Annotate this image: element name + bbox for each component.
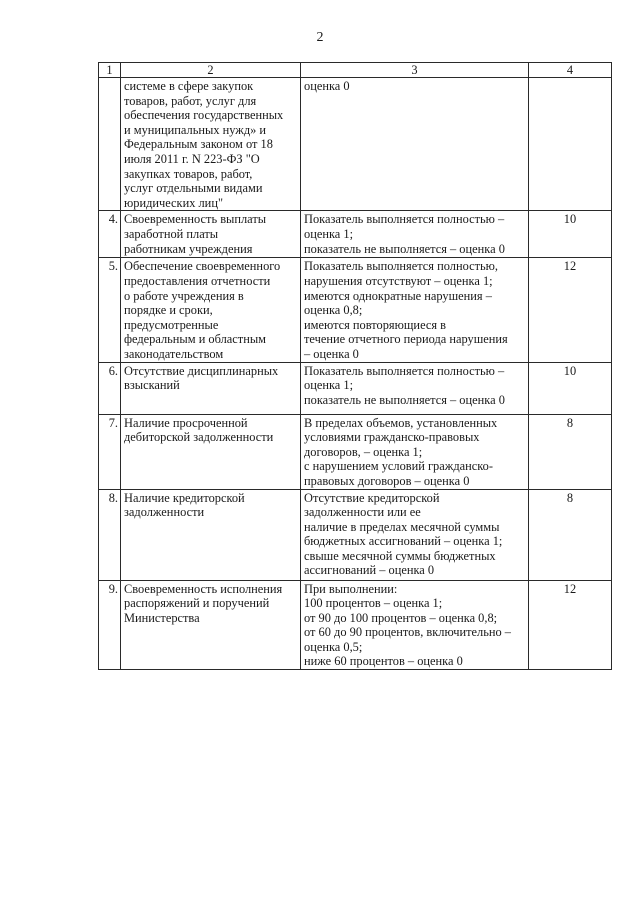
row-number: 7. bbox=[99, 414, 121, 489]
max-points bbox=[529, 78, 612, 211]
text-line: 100 процентов – оценка 1; bbox=[304, 596, 443, 611]
row-number: 5. bbox=[99, 258, 121, 362]
text-line: Наличие кредиторской bbox=[124, 490, 245, 505]
text-line: обеспечения государственных bbox=[124, 108, 284, 123]
text-line: ниже 60 процентов – оценка 0 bbox=[304, 654, 463, 669]
text-line: предусмотренные bbox=[124, 317, 219, 332]
table-row bbox=[99, 414, 612, 489]
text-line: Отсутствие кредиторской bbox=[304, 490, 440, 505]
text-line: дебиторской задолженности bbox=[124, 430, 274, 445]
indicator-name bbox=[121, 489, 301, 580]
text-line: предоставления отчетности bbox=[124, 273, 271, 288]
column-header: 2 bbox=[121, 63, 301, 78]
table-row bbox=[99, 258, 612, 362]
indicator-name bbox=[121, 78, 301, 211]
evaluation-criteria bbox=[301, 489, 529, 580]
text-line: наличие в пределах месячной суммы bbox=[304, 519, 500, 534]
text-line: При выполнении: bbox=[304, 581, 398, 596]
table-row bbox=[99, 78, 612, 211]
max-points: 8 bbox=[529, 414, 612, 489]
text-line: условиями гражданско-правовых bbox=[304, 430, 480, 445]
evaluation-criteria bbox=[301, 78, 529, 211]
text-line: задолженности bbox=[124, 505, 205, 520]
table-row bbox=[99, 211, 612, 258]
text-line: и муниципальных нужд» и bbox=[124, 122, 267, 137]
max-points: 10 bbox=[529, 362, 612, 414]
row-number: 8. bbox=[99, 489, 121, 580]
text-line: оценка 0,5; bbox=[304, 639, 363, 654]
text-line: бюджетных ассигнований – оценка 1; bbox=[304, 534, 503, 549]
evaluation-criteria bbox=[301, 258, 529, 362]
text-line: Показатель выполняется полностью – bbox=[304, 212, 505, 227]
evaluation-criteria bbox=[301, 362, 529, 414]
text-line: показатель не выполняется – оценка 0 bbox=[304, 241, 505, 256]
text-line: Показатель выполняется полностью – bbox=[304, 363, 505, 378]
criteria-table bbox=[98, 62, 612, 670]
text-line: показатель не выполняется – оценка 0 bbox=[304, 392, 505, 407]
indicator-name bbox=[121, 580, 301, 670]
text-line: Показатель выполняется полностью, bbox=[304, 259, 499, 274]
row-number: 9. bbox=[99, 580, 121, 670]
text-line: юридических лиц" bbox=[124, 195, 224, 210]
indicator-name bbox=[121, 211, 301, 258]
text-line: оценка 0,8; bbox=[304, 303, 363, 318]
table-header-row bbox=[99, 63, 612, 78]
indicator-name bbox=[121, 414, 301, 489]
text-line: задолженности или ее bbox=[304, 505, 421, 520]
indicator-name bbox=[121, 362, 301, 414]
column-header: 4 bbox=[529, 63, 612, 78]
table-row bbox=[99, 362, 612, 414]
text-line: системе в сфере закупок bbox=[124, 79, 254, 93]
text-line: законодательством bbox=[124, 346, 224, 361]
text-line: от 60 до 90 процентов, включительно – bbox=[304, 625, 511, 640]
text-line: Своевременность исполнения bbox=[124, 581, 283, 596]
column-header: 3 bbox=[301, 63, 529, 78]
text-line: услуг отдельными видами bbox=[124, 181, 263, 196]
max-points: 8 bbox=[529, 489, 612, 580]
page-number: 2 bbox=[316, 30, 324, 45]
evaluation-criteria bbox=[301, 580, 529, 670]
max-points: 10 bbox=[529, 211, 612, 258]
text-line: Своевременность выплаты bbox=[124, 212, 267, 227]
text-line: от 90 до 100 процентов – оценка 0,8; bbox=[304, 610, 498, 625]
indicator-name bbox=[121, 258, 301, 362]
text-line: договоров, – оценка 1; bbox=[304, 444, 423, 459]
text-line: закупках товаров, работ, bbox=[124, 166, 253, 181]
column-header: 1 bbox=[99, 63, 121, 78]
text-line: порядке и сроки, bbox=[124, 303, 213, 318]
text-line: правовых договоров – оценка 0 bbox=[304, 473, 470, 488]
table-row bbox=[99, 580, 612, 670]
text-line: июля 2011 г. N 223-ФЗ "О bbox=[124, 151, 260, 166]
text-line: оценка 1; bbox=[304, 226, 354, 241]
text-line: товаров, работ, услуг для bbox=[124, 93, 257, 108]
text-line: федеральным и областным bbox=[124, 332, 267, 347]
text-line: оценка 1; bbox=[304, 378, 354, 393]
max-points: 12 bbox=[529, 258, 612, 362]
text-line: имеются повторяющиеся в bbox=[304, 317, 447, 332]
text-line: Наличие просроченной bbox=[124, 415, 248, 430]
text-line: нарушения отсутствуют – оценка 1; bbox=[304, 273, 493, 288]
evaluation-criteria bbox=[301, 211, 529, 258]
text-line: Отсутствие дисциплинарных bbox=[124, 363, 279, 378]
row-number: 6. bbox=[99, 362, 121, 414]
text-line: Обеспечение своевременного bbox=[124, 259, 281, 274]
text-line: распоряжений и поручений bbox=[124, 596, 270, 611]
table-row bbox=[99, 489, 612, 580]
text-line: взысканий bbox=[124, 378, 180, 393]
text-line: заработной платы bbox=[124, 226, 219, 241]
text-line: течение отчетного периода нарушения bbox=[304, 332, 508, 347]
text-line: ассигнований – оценка 0 bbox=[304, 563, 435, 578]
max-points: 12 bbox=[529, 580, 612, 670]
table-body bbox=[99, 78, 612, 670]
text-line: работникам учреждения bbox=[124, 241, 253, 256]
text-line: свыше месячной суммы бюджетных bbox=[304, 548, 496, 563]
text-line: – оценка 0 bbox=[304, 346, 359, 361]
text-line: оценка 0 bbox=[304, 79, 350, 93]
evaluation-criteria bbox=[301, 414, 529, 489]
row-number bbox=[99, 78, 121, 211]
text-line: о работе учреждения в bbox=[124, 288, 244, 303]
text-line: В пределах объемов, установленных bbox=[304, 415, 498, 430]
text-line: с нарушением условий гражданско- bbox=[304, 459, 493, 474]
text-line: имеются однократные нарушения – bbox=[304, 288, 492, 303]
text-line: Федеральным законом от 18 bbox=[124, 137, 273, 152]
row-number: 4. bbox=[99, 211, 121, 258]
text-line: Министерства bbox=[124, 610, 200, 625]
